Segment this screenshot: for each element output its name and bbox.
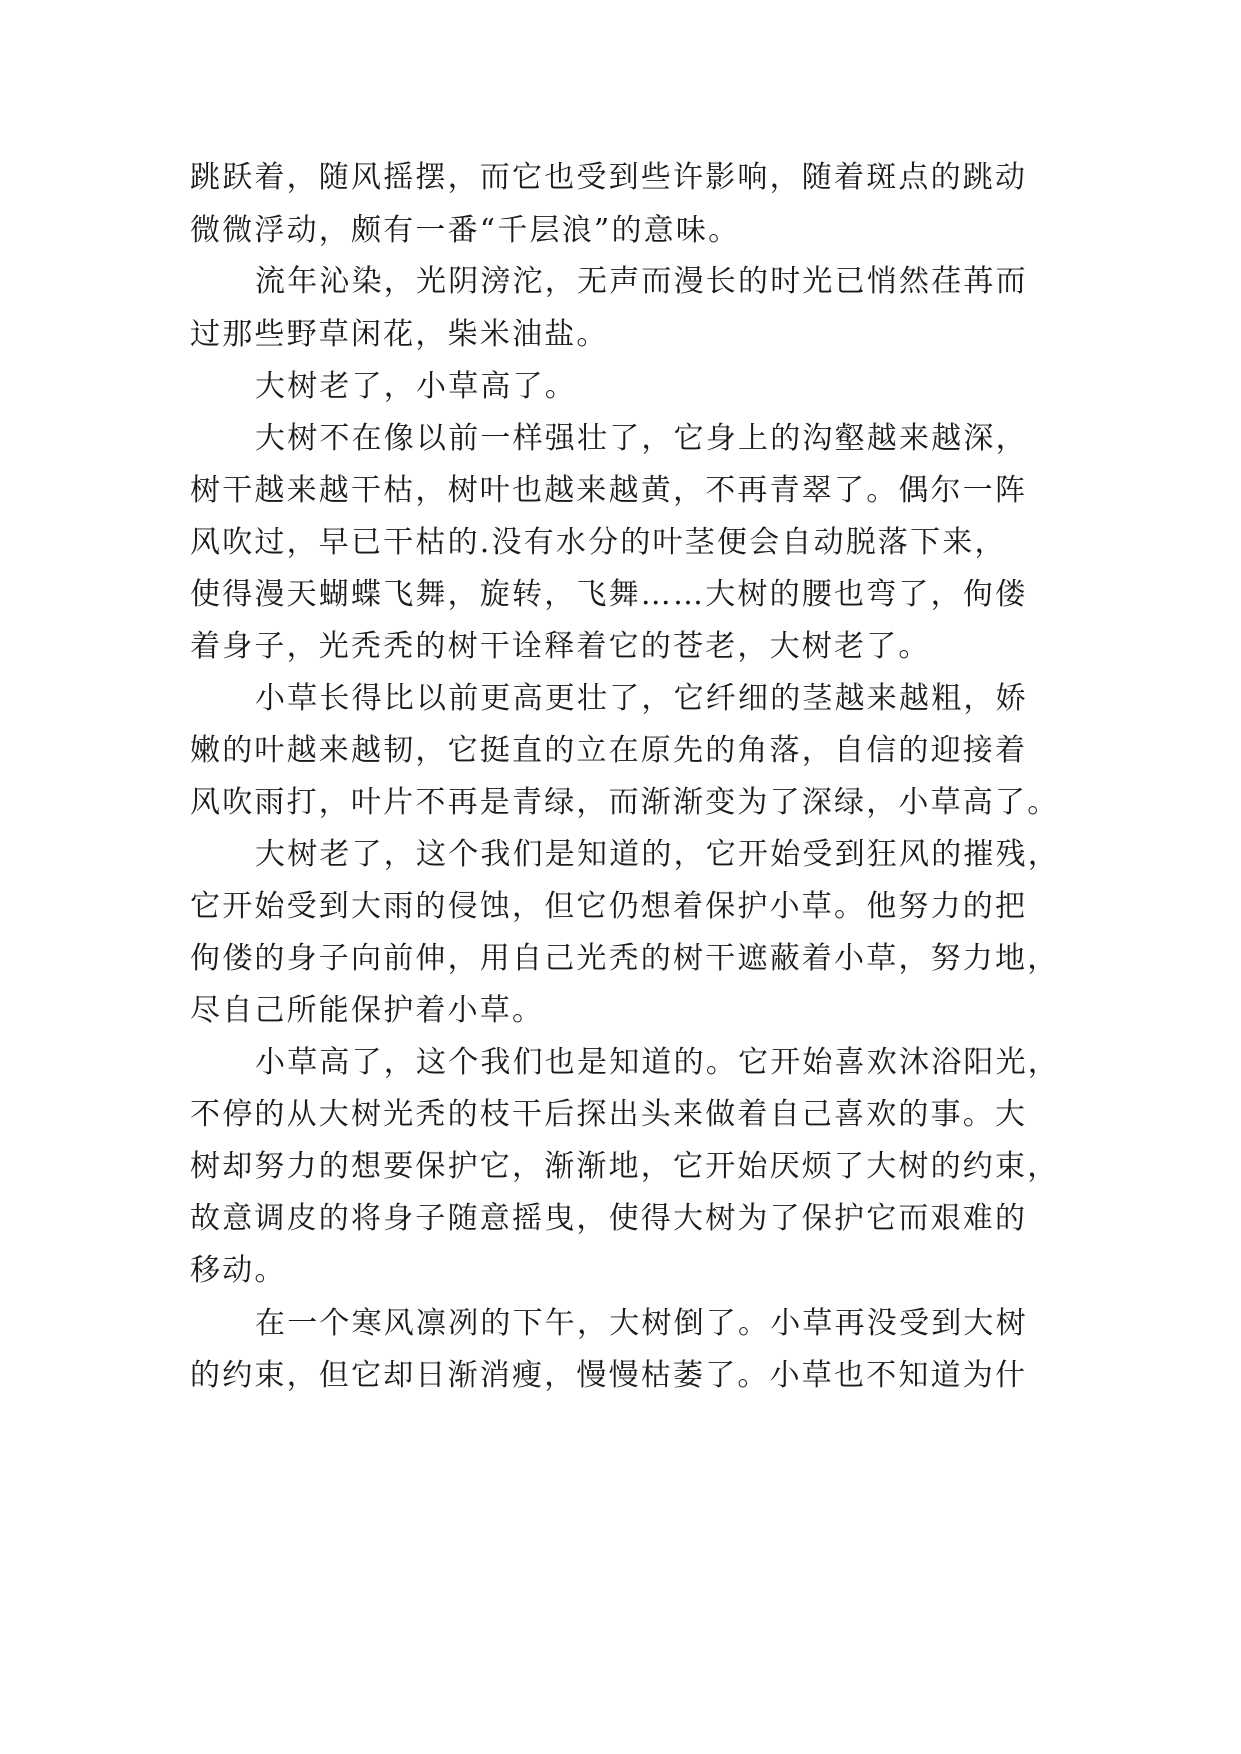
text-line: 大树不在像以前一样强壮了，它身上的沟壑越来越深， (255, 421, 1028, 456)
text-line: 的约束，但它却日渐消瘦，慢慢枯萎了。小草也不知道为什 (190, 1358, 1028, 1393)
text-line: 它开始受到大雨的侵蚀，但它仍想着保护小草。他努力的把 (190, 889, 1028, 924)
text-line: 风吹过，早已干枯的.没有水分的叶茎便会自动脱落下来， (190, 525, 1007, 560)
text-line: 不停的从大树光秃的枝干后探出头来做着自己喜欢的事。大 (190, 1097, 1028, 1132)
text-line: 风吹雨打，叶片不再是青绿，而渐渐变为了深绿，小草高了。 (190, 785, 1060, 820)
text-line: 着身子，光秃秃的树干诠释着它的苍老，大树老了。 (190, 629, 931, 664)
text-line: 过那些野草闲花，柴米油盐。 (190, 317, 609, 352)
text-line: 树干越来越干枯，树叶也越来越黄，不再青翠了。偶尔一阵 (190, 473, 1028, 508)
text-line: 移动。 (190, 1253, 287, 1288)
text-line: 故意调皮的将身子随意摇曳，使得大树为了保护它而艰难的 (190, 1201, 1028, 1236)
text-line: 微微浮动，颇有一番“千层浪”的意味。 (190, 213, 741, 248)
text-line: 大树老了，这个我们是知道的，它开始受到狂风的摧残， (255, 837, 1060, 872)
text-line: 在一个寒风凛冽的下午，大树倒了。小草再没受到大树 (255, 1306, 1028, 1341)
text-line: 小草高了，这个我们也是知道的。它开始喜欢沐浴阳光， (255, 1045, 1060, 1080)
text-line: 小草长得比以前更高更壮了，它纤细的茎越来越粗，娇 (255, 681, 1028, 716)
text-line: 跳跃着，随风摇摆，而它也受到些许影响，随着斑点的跳动 (190, 160, 1028, 195)
text-line: 尽自己所能保护着小草。 (190, 993, 545, 1028)
text-line: 流年沁染，光阴滂沱，无声而漫长的时光已悄然荏苒而 (255, 264, 1028, 299)
text-line: 佝偻的身子向前伸，用自己光秃的树干遮蔽着小草，努力地， (190, 941, 1060, 976)
text-line: 嫩的叶越来越韧，它挺直的立在原先的角落，自信的迎接着 (190, 733, 1028, 768)
text-line: 使得漫天蝴蝶飞舞，旋转，飞舞……大树的腰也弯了，佝偻 (190, 577, 1028, 612)
text-line: 树却努力的想要保护它，渐渐地，它开始厌烦了大树的约束， (190, 1149, 1060, 1184)
text-line: 大树老了，小草高了。 (255, 369, 577, 404)
